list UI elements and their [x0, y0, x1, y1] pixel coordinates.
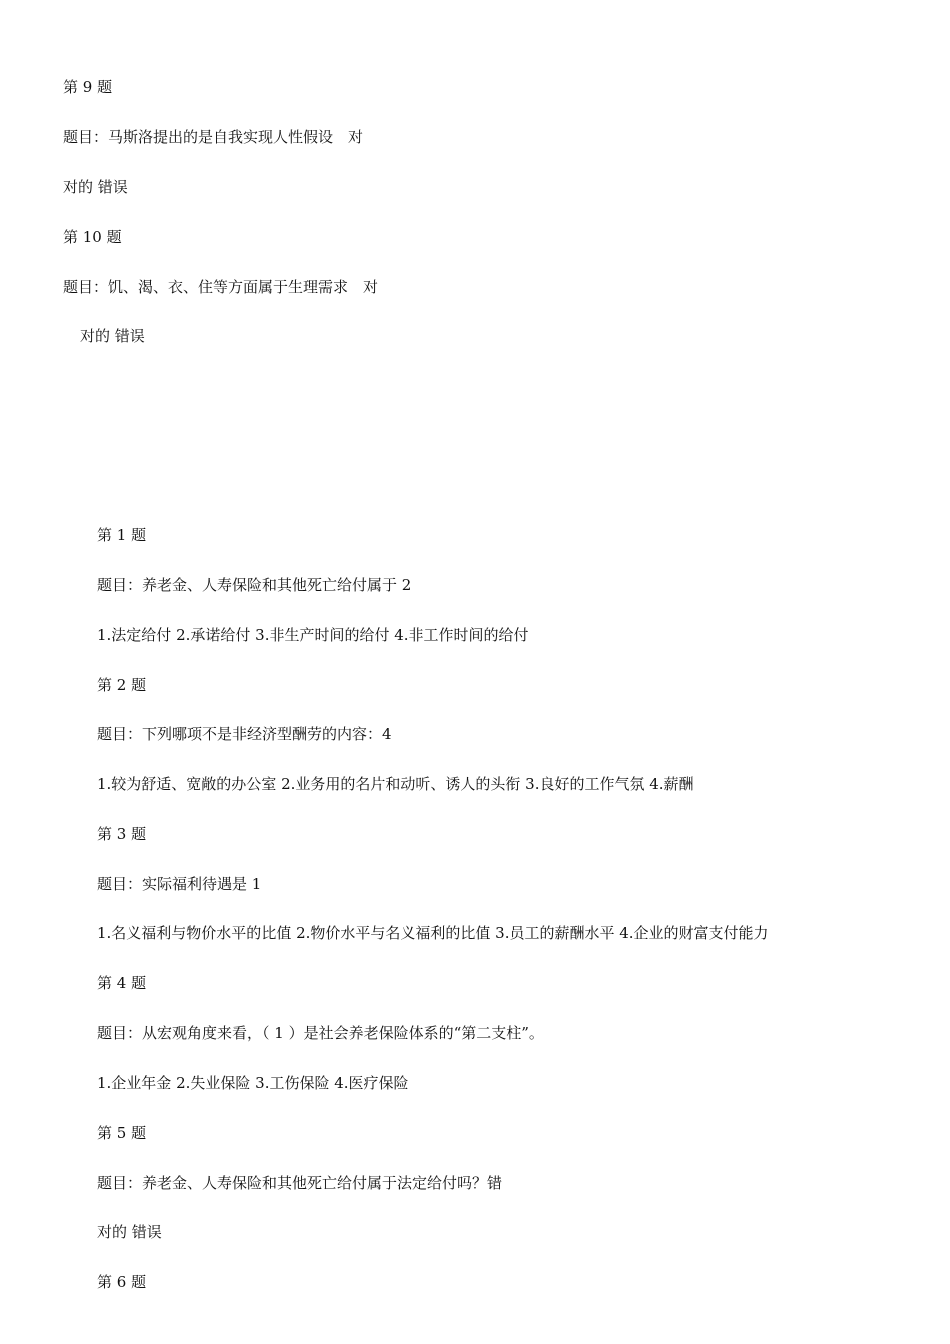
question-heading: 第 10 题 [63, 228, 122, 246]
question-text: 题目：下列哪项不是非经济型酬劳的内容：4 [97, 725, 392, 743]
question-text: 题目：马斯洛提出的是自我实现人性假设 对 [63, 128, 364, 146]
question-heading: 第 1 题 [97, 526, 147, 544]
question-text: 题目：养老金、人寿保险和其他死亡给付属于 2 [97, 576, 412, 594]
question-heading: 第 6 题 [97, 1273, 147, 1291]
question-text: 题目：实际福利待遇是 1 [97, 875, 262, 893]
question-options: 1.法定给付 2.承诺给付 3.非生产时间的给付 4.非工作时间的给付 [97, 626, 529, 644]
question-heading: 第 5 题 [97, 1124, 147, 1142]
question-text: 题目：饥、渴、衣、住等方面属于生理需求 对 [63, 278, 379, 296]
question-options: 对的 错误 [97, 1223, 162, 1241]
question-heading: 第 9 题 [63, 78, 113, 96]
question-text: 题目：养老金、人寿保险和其他死亡给付属于法定给付吗？错 [97, 1174, 503, 1192]
question-heading: 第 4 题 [97, 974, 147, 992]
question-options: 1.企业年金 2.失业保险 3.工伤保险 4.医疗保险 [97, 1074, 409, 1092]
question-text: 题目：从宏观角度来看，（ 1 ）是社会养老保险体系的“第二支柱”。 [97, 1024, 544, 1042]
question-options: 1.名义福利与物价水平的比值 2.物价水平与名义福利的比值 3.员工的薪酬水平 4.企业的财富支付能力 [97, 924, 769, 942]
question-options: 对的 错误 [80, 327, 145, 345]
question-options: 对的 错误 [63, 178, 128, 196]
question-heading: 第 2 题 [97, 676, 147, 694]
question-heading: 第 3 题 [97, 825, 147, 843]
question-options: 1.较为舒适、宽敞的办公室 2.业务用的名片和动听、诱人的头衔 3.良好的工作气氛 4.薪酬 [97, 775, 694, 793]
